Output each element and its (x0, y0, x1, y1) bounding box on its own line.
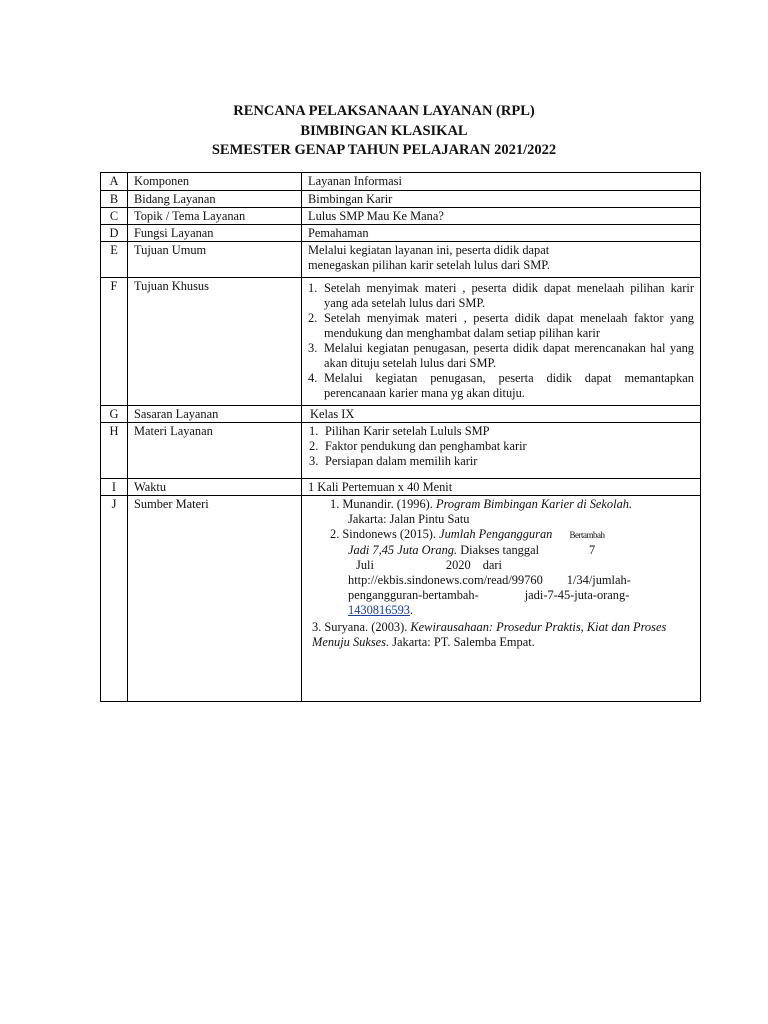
row-value: Lulus SMP Mau Ke Mana? (302, 208, 701, 225)
document-title: RENCANA PELAKSANAAN LAYANAN (RPL) (233, 103, 535, 119)
row-code: H (101, 423, 128, 479)
row-code: G (101, 406, 128, 423)
row-code: C (101, 208, 128, 225)
row-value: Pemahaman (302, 225, 701, 242)
row-code: E (101, 242, 128, 278)
row-label: Sumber Materi (128, 496, 302, 702)
row-code: D (101, 225, 128, 242)
table-row (101, 278, 701, 406)
document-semester: SEMESTER GENAP TAHUN PELAJARAN 2021/2022 (211, 142, 557, 158)
list-item: 2. Setelah menyimak materi , peserta didik dapat menelaah faktor yang mendukung dan menghambat dalam setiap pilihan karir (308, 311, 694, 340)
reference-link[interactable]: 1430816593 (348, 603, 410, 617)
reference-item: 2. Sindonews (2015). Jumlah Pengangguran Bertambah Jadi 7,45 Juta Orang. Diakses tanggal 7 Juli 2020 dari http://ekbis.sindonews.com/read/99760 1/34/jumlah- pengangguran-bertambah- jadi-7-45-juta-orang- 1430816593. (330, 527, 631, 617)
table-row (101, 496, 701, 702)
row-label: Fungsi Layanan (128, 225, 302, 242)
document-subtitle: BIMBINGAN KLASIKAL (300, 123, 468, 139)
reference-item: 1. Munandir. (1996). Program Bimbingan Karier di Sekolah. Jakarta: Jalan Pintu Satu (330, 497, 633, 526)
row-value: Kelas IX (302, 406, 701, 423)
row-label: Materi Layanan (128, 423, 302, 479)
row-label: Sasaran Layanan (128, 406, 302, 423)
row-value (302, 423, 701, 479)
row-code: F (101, 278, 128, 406)
row-label: Topik / Tema Layanan (128, 208, 302, 225)
table-row (101, 191, 701, 208)
row-value: Layanan Informasi (302, 173, 701, 191)
row-value: Bimbingan Karir (302, 191, 701, 208)
row-label: Tujuan Khusus (128, 278, 302, 406)
table-row (101, 225, 701, 242)
table-row (101, 479, 701, 496)
tujuan-umum-line1: Melalui kegiatan layanan ini, peserta didik dapat (308, 243, 550, 257)
row-label: Waktu (128, 479, 302, 496)
row-label: Bidang Layanan (128, 191, 302, 208)
list-item: 2. Faktor pendukung dan penghambat karir (309, 439, 527, 453)
table-row (101, 242, 701, 278)
row-value (302, 242, 701, 278)
reference-list (308, 497, 694, 650)
row-value (302, 496, 701, 702)
list-item: 3. Melalui kegiatan penugasan, peserta didik dapat merencanakan hal yang akan dituju setelah lulus dari SMP. (308, 341, 694, 370)
reference-item: 3. Suryana. (2003). Kewirausahaan: Prosedur Praktis, Kiat dan Proses Menuju Sukses. Jakarta: PT. Salemba Empat. (312, 620, 667, 649)
table-row (101, 173, 701, 191)
row-label: Komponen (128, 173, 302, 191)
table-row (101, 208, 701, 225)
list-item: 1. Setelah menyimak materi , peserta didik dapat menelaah pilihan karir yang ada setelah lulus dari SMP. (308, 281, 694, 310)
row-code: I (101, 479, 128, 496)
table-row (101, 423, 701, 479)
rpl-table (100, 172, 701, 702)
list-item: 4. Melalui kegiatan penugasan, peserta didik dapat memantapkan perencanaan karier mana yg akan dituju. (308, 371, 694, 400)
table-row (101, 406, 701, 423)
list-item: 3. Persiapan dalam memilih karir (309, 454, 478, 468)
row-label: Tujuan Umum (128, 242, 302, 278)
row-value: 1 Kali Pertemuan x 40 Menit (302, 479, 701, 496)
list-item: 1. Pilihan Karir setelah Lululs SMP (309, 424, 490, 438)
row-value (302, 278, 701, 406)
row-code: J (101, 496, 128, 702)
tujuan-umum-line2: menegaskan pilihan karir setelah lulus dari SMP. (308, 258, 550, 272)
row-code: B (101, 191, 128, 208)
row-code: A (101, 173, 128, 191)
